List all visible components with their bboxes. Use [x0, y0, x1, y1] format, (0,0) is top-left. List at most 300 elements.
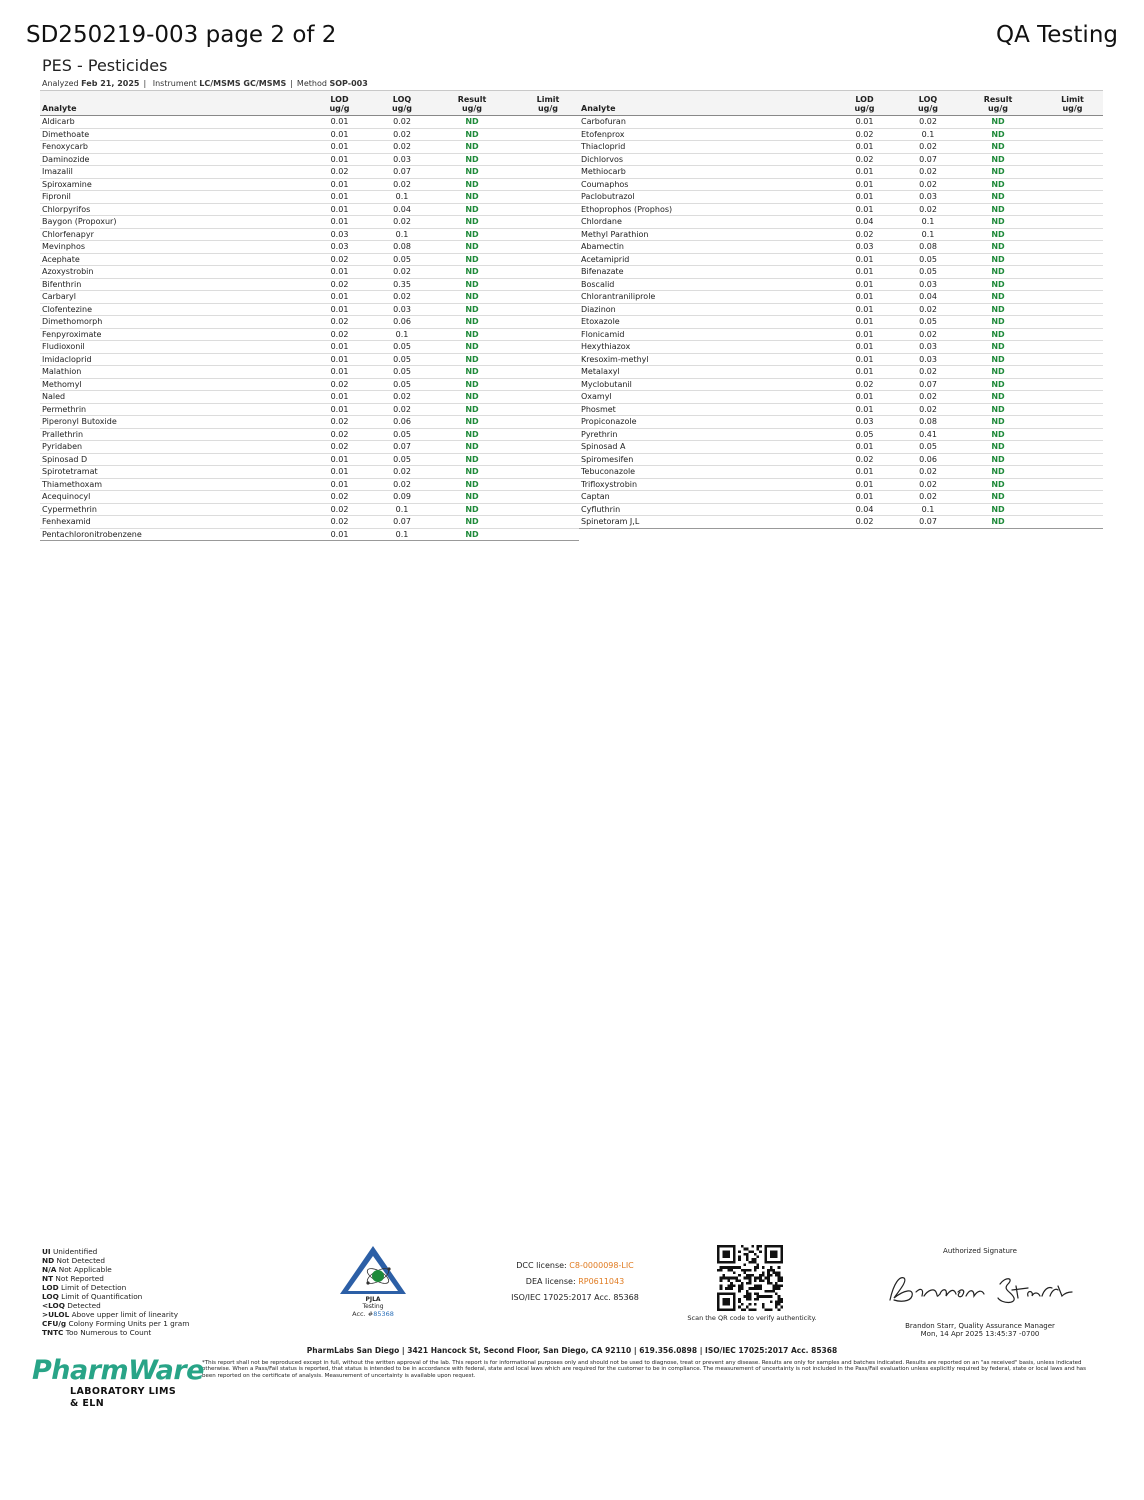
result-cell: ND: [427, 453, 517, 466]
limit-cell: [1042, 141, 1103, 154]
result-cell: ND: [427, 428, 517, 441]
col-result: Result ug/g: [954, 91, 1042, 116]
result-cell: ND: [954, 391, 1042, 404]
col-analyte: Analyte: [579, 91, 827, 116]
result-cell: ND: [954, 428, 1042, 441]
loq-cell: 0.06: [902, 453, 954, 466]
loq-cell: 0.06: [377, 416, 427, 429]
loq-cell: 0.05: [377, 366, 427, 379]
instrument-label: Instrument: [152, 79, 197, 88]
legend-abbr: LOD: [42, 1283, 59, 1292]
table-row: [579, 341, 1103, 354]
analyte-cell: Chlorfenapyr: [40, 228, 302, 241]
table-row: [579, 453, 1103, 466]
loq-cell: 0.02: [902, 166, 954, 179]
table-row: [40, 428, 579, 441]
lod-cell: 0.01: [302, 341, 377, 354]
analyte-cell: Dimethomorph: [40, 316, 302, 329]
analyte-cell: Baygon (Propoxur): [40, 216, 302, 229]
table-row: [40, 141, 579, 154]
col-limit: Limit ug/g: [1042, 91, 1103, 116]
result-cell: ND: [954, 203, 1042, 216]
analyte-cell: Methomyl: [40, 378, 302, 391]
table-row: [579, 366, 1103, 379]
col-limit: Limit ug/g: [517, 91, 579, 116]
analyte-cell: Fenpyroximate: [40, 328, 302, 341]
loq-cell: 0.02: [377, 141, 427, 154]
analyte-cell: Thiamethoxam: [40, 478, 302, 491]
result-cell: ND: [427, 366, 517, 379]
limit-cell: [517, 228, 579, 241]
table-row: [579, 391, 1103, 404]
lod-cell: 0.01: [827, 116, 902, 129]
analyte-cell: Hexythiazox: [579, 341, 827, 354]
limit-cell: [517, 416, 579, 429]
verification-qr-code-icon[interactable]: [717, 1245, 783, 1311]
result-cell: ND: [954, 303, 1042, 316]
legend-item: [42, 1256, 189, 1265]
table-row: [579, 191, 1103, 204]
result-cell: ND: [954, 178, 1042, 191]
limit-cell: [1042, 516, 1103, 529]
analyte-cell: Spiroxamine: [40, 178, 302, 191]
table-row: [40, 153, 579, 166]
pesticides-table-right: [579, 90, 1103, 529]
legend-abbr: UI: [42, 1247, 51, 1256]
result-cell: ND: [427, 491, 517, 504]
analyte-cell: Permethrin: [40, 403, 302, 416]
pjla-logo-icon: [338, 1244, 408, 1296]
result-cell: ND: [954, 291, 1042, 304]
analyte-cell: Prallethrin: [40, 428, 302, 441]
lod-cell: 0.02: [302, 516, 377, 529]
result-cell: ND: [427, 166, 517, 179]
loq-cell: 0.02: [902, 328, 954, 341]
loq-cell: 0.02: [902, 203, 954, 216]
loq-cell: 0.05: [902, 266, 954, 279]
analyte-cell: Naled: [40, 391, 302, 404]
table-row: [40, 391, 579, 404]
analyte-cell: Methiocarb: [579, 166, 827, 179]
analyte-cell: Imidacloprid: [40, 353, 302, 366]
loq-cell: 0.41: [902, 428, 954, 441]
pjla-sub: Testing: [362, 1303, 384, 1310]
analyte-cell: Methyl Parathion: [579, 228, 827, 241]
limit-cell: [517, 428, 579, 441]
analyte-cell: Carbaryl: [40, 291, 302, 304]
analyte-cell: Spiromesifen: [579, 453, 827, 466]
legend-desc: Limit of Detection: [60, 1283, 127, 1292]
table-row: [40, 503, 579, 516]
table-row: [40, 366, 579, 379]
lod-cell: 0.01: [302, 466, 377, 479]
dcc-license: DCC license: C8-0000098-LIC: [516, 1261, 634, 1270]
lod-cell: 0.02: [827, 153, 902, 166]
limit-cell: [1042, 291, 1103, 304]
logo-tagline: LABORATORY LIMS & ELN: [70, 1386, 177, 1409]
lod-cell: 0.04: [827, 503, 902, 516]
analyte-cell: Spinosad D: [40, 453, 302, 466]
qr-caption: Scan the QR code to verify authenticity.: [687, 1314, 817, 1322]
limit-cell: [517, 291, 579, 304]
lod-cell: 0.03: [302, 228, 377, 241]
analyte-cell: Kresoxim-methyl: [579, 353, 827, 366]
table-row: [40, 266, 579, 279]
lod-cell: 0.01: [302, 528, 377, 541]
loq-cell: 0.08: [902, 241, 954, 254]
loq-cell: 0.02: [902, 491, 954, 504]
limit-cell: [517, 316, 579, 329]
table-row: [579, 516, 1103, 529]
signed-date: Mon, 14 Apr 2025 13:45:37 -0700: [920, 1330, 1040, 1338]
limit-cell: [517, 503, 579, 516]
table-header-row: [579, 91, 1103, 116]
lod-cell: 0.01: [827, 353, 902, 366]
analyte-cell: Tebuconazole: [579, 466, 827, 479]
lod-cell: 0.01: [302, 453, 377, 466]
table-row: [579, 116, 1103, 129]
loq-cell: 0.02: [902, 116, 954, 129]
limit-cell: [517, 278, 579, 291]
loq-cell: 0.1: [377, 503, 427, 516]
legend-item: [42, 1310, 189, 1319]
dea-license: DEA license: RP0611043: [525, 1277, 625, 1286]
lod-cell: 0.04: [827, 216, 902, 229]
result-cell: ND: [427, 116, 517, 129]
result-cell: ND: [954, 141, 1042, 154]
lod-cell: 0.01: [827, 366, 902, 379]
lod-cell: 0.02: [302, 503, 377, 516]
analyzed-date: Feb 21, 2025: [81, 79, 140, 88]
table-row: [579, 278, 1103, 291]
table-row: [40, 453, 579, 466]
lod-cell: 0.01: [827, 466, 902, 479]
analyte-cell: Propiconazole: [579, 416, 827, 429]
lod-cell: 0.01: [827, 328, 902, 341]
loq-cell: 0.02: [902, 478, 954, 491]
limit-cell: [1042, 328, 1103, 341]
analyte-cell: Phosmet: [579, 403, 827, 416]
legend-abbr: TNTC: [42, 1328, 64, 1337]
legend-item: [42, 1274, 189, 1283]
limit-cell: [1042, 241, 1103, 254]
limit-cell: [1042, 253, 1103, 266]
analyte-cell: Clofentezine: [40, 303, 302, 316]
result-cell: ND: [427, 216, 517, 229]
table-row: [40, 216, 579, 229]
table-row: [579, 241, 1103, 254]
result-cell: ND: [427, 416, 517, 429]
analyte-cell: Trifloxystrobin: [579, 478, 827, 491]
pjla-badge: [336, 1244, 410, 1319]
table-row: [579, 428, 1103, 441]
legend-desc: Not Applicable: [58, 1265, 112, 1274]
lod-cell: 0.01: [302, 391, 377, 404]
limit-cell: [517, 166, 579, 179]
loq-cell: 0.03: [902, 191, 954, 204]
limit-cell: [1042, 166, 1103, 179]
col-analyte: Analyte: [40, 91, 302, 116]
limit-cell: [1042, 316, 1103, 329]
limit-cell: [1042, 341, 1103, 354]
result-cell: ND: [954, 478, 1042, 491]
analyte-cell: Pyridaben: [40, 441, 302, 454]
result-cell: ND: [954, 416, 1042, 429]
limit-cell: [1042, 278, 1103, 291]
table-row: [579, 353, 1103, 366]
table-row: [579, 128, 1103, 141]
result-cell: ND: [427, 203, 517, 216]
limit-cell: [1042, 403, 1103, 416]
legend-desc: Above upper limit of linearity: [71, 1310, 179, 1319]
section-meta: Analyzed Feb 21, 2025 | Instrument LC/MSMS GC/MSMS | Method SOP-003: [42, 79, 368, 88]
analyte-cell: Paclobutrazol: [579, 191, 827, 204]
loq-cell: 0.07: [902, 153, 954, 166]
handwritten-signature: [880, 1262, 1080, 1312]
limit-cell: [517, 216, 579, 229]
analyte-cell: Captan: [579, 491, 827, 504]
analyte-cell: Azoxystrobin: [40, 266, 302, 279]
result-cell: ND: [427, 303, 517, 316]
lod-cell: 0.01: [827, 478, 902, 491]
col-lod: LOD ug/g: [827, 91, 902, 116]
limit-cell: [1042, 153, 1103, 166]
limit-cell: [1042, 116, 1103, 129]
analyte-cell: Acequinocyl: [40, 491, 302, 504]
pharmware-logo: [32, 1355, 204, 1409]
loq-cell: 0.02: [902, 366, 954, 379]
analyte-cell: Oxamyl: [579, 391, 827, 404]
loq-cell: 0.1: [377, 528, 427, 541]
logo-wordmark: PharmWare: [32, 1355, 204, 1386]
table-row: [579, 316, 1103, 329]
result-cell: ND: [954, 278, 1042, 291]
lod-cell: 0.02: [827, 378, 902, 391]
report-type: QA Testing: [995, 22, 1118, 48]
result-cell: ND: [427, 228, 517, 241]
license-block: [500, 1258, 650, 1306]
lod-cell: 0.03: [827, 241, 902, 254]
limit-cell: [517, 491, 579, 504]
loq-cell: 0.02: [377, 291, 427, 304]
table-row: [579, 141, 1103, 154]
analyte-cell: Thiacloprid: [579, 141, 827, 154]
table-row: [40, 341, 579, 354]
loq-cell: 0.05: [377, 378, 427, 391]
loq-cell: 0.1: [902, 128, 954, 141]
loq-cell: 0.1: [377, 228, 427, 241]
result-cell: ND: [427, 253, 517, 266]
analyte-cell: Daminozide: [40, 153, 302, 166]
table-row: [579, 441, 1103, 454]
lod-cell: 0.01: [302, 353, 377, 366]
method-value: SOP-003: [329, 79, 368, 88]
table-row: [579, 166, 1103, 179]
limit-cell: [1042, 453, 1103, 466]
limit-cell: [1042, 228, 1103, 241]
limit-cell: [517, 516, 579, 529]
loq-cell: 0.07: [902, 516, 954, 529]
table-row: [40, 253, 579, 266]
legend-item: [42, 1283, 189, 1292]
limit-cell: [517, 441, 579, 454]
result-cell: ND: [954, 466, 1042, 479]
table-row: [40, 278, 579, 291]
result-cell: ND: [427, 353, 517, 366]
legend-abbr: <LOQ: [42, 1301, 65, 1310]
loq-cell: 0.05: [377, 341, 427, 354]
limit-cell: [517, 241, 579, 254]
legend-abbr: >ULOL: [42, 1310, 70, 1319]
analyte-cell: Bifenthrin: [40, 278, 302, 291]
table-row: [40, 191, 579, 204]
result-cell: ND: [954, 503, 1042, 516]
result-cell: ND: [427, 241, 517, 254]
limit-cell: [1042, 353, 1103, 366]
table-row: [40, 528, 579, 541]
loq-cell: 0.02: [377, 266, 427, 279]
col-lod: LOD ug/g: [302, 91, 377, 116]
table-row: [40, 441, 579, 454]
table-row: [579, 378, 1103, 391]
limit-cell: [1042, 416, 1103, 429]
result-cell: ND: [427, 341, 517, 354]
lod-cell: 0.02: [302, 328, 377, 341]
limit-cell: [1042, 216, 1103, 229]
limit-cell: [517, 141, 579, 154]
limit-cell: [1042, 378, 1103, 391]
analyte-cell: Coumaphos: [579, 178, 827, 191]
pjla-name: PJLA: [365, 1296, 381, 1303]
loq-cell: 0.05: [902, 316, 954, 329]
result-cell: ND: [427, 441, 517, 454]
analyte-cell: Flonicamid: [579, 328, 827, 341]
analyte-cell: Piperonyl Butoxide: [40, 416, 302, 429]
loq-cell: 0.05: [377, 453, 427, 466]
analyte-cell: Pyrethrin: [579, 428, 827, 441]
loq-cell: 0.03: [902, 353, 954, 366]
result-cell: ND: [954, 403, 1042, 416]
loq-cell: 0.03: [902, 341, 954, 354]
lod-cell: 0.01: [827, 278, 902, 291]
loq-cell: 0.07: [377, 516, 427, 529]
limit-cell: [517, 528, 579, 541]
limit-cell: [1042, 441, 1103, 454]
analyte-cell: Fludioxonil: [40, 341, 302, 354]
result-cell: ND: [427, 378, 517, 391]
lod-cell: 0.01: [827, 141, 902, 154]
limit-cell: [517, 328, 579, 341]
limit-cell: [517, 453, 579, 466]
loq-cell: 0.02: [377, 128, 427, 141]
loq-cell: 0.04: [902, 291, 954, 304]
analyte-cell: Myclobutanil: [579, 378, 827, 391]
lod-cell: 0.01: [302, 216, 377, 229]
table-row: [579, 491, 1103, 504]
table-row: [40, 353, 579, 366]
lod-cell: 0.05: [827, 428, 902, 441]
result-cell: ND: [954, 166, 1042, 179]
analyte-cell: Mevinphos: [40, 241, 302, 254]
table-row: [40, 403, 579, 416]
iso-accreditation: ISO/IEC 17025:2017 Acc. 85368: [511, 1293, 639, 1302]
analyte-cell: Carbofuran: [579, 116, 827, 129]
legend-abbr: CFU/g: [42, 1319, 67, 1328]
legend-desc: Colony Forming Units per 1 gram: [68, 1319, 190, 1328]
result-cell: ND: [427, 178, 517, 191]
table-row: [40, 228, 579, 241]
result-cell: ND: [954, 191, 1042, 204]
table-row: [40, 416, 579, 429]
loq-cell: 0.04: [377, 203, 427, 216]
loq-cell: 0.35: [377, 278, 427, 291]
lod-cell: 0.01: [302, 191, 377, 204]
table-row: [579, 328, 1103, 341]
table-row: [579, 203, 1103, 216]
result-cell: ND: [954, 153, 1042, 166]
lod-cell: 0.02: [302, 378, 377, 391]
table-row: [40, 291, 579, 304]
legend-item: [42, 1265, 189, 1274]
lod-cell: 0.02: [302, 253, 377, 266]
loq-cell: 0.02: [377, 116, 427, 129]
analyte-cell: Metalaxyl: [579, 366, 827, 379]
limit-cell: [1042, 503, 1103, 516]
result-cell: ND: [954, 378, 1042, 391]
analyte-cell: Spirotetramat: [40, 466, 302, 479]
result-cell: ND: [954, 516, 1042, 529]
legend-item: [42, 1292, 189, 1301]
limit-cell: [517, 178, 579, 191]
limit-cell: [1042, 128, 1103, 141]
analyte-cell: Malathion: [40, 366, 302, 379]
loq-cell: 0.1: [902, 503, 954, 516]
result-cell: ND: [427, 328, 517, 341]
loq-cell: 0.06: [377, 316, 427, 329]
legend-desc: Unidentified: [52, 1247, 98, 1256]
limit-cell: [517, 153, 579, 166]
legend-desc: Detected: [67, 1301, 101, 1310]
table-row: [579, 253, 1103, 266]
analyte-cell: Diazinon: [579, 303, 827, 316]
legend-abbr: LOQ: [42, 1292, 59, 1301]
legend-abbr: ND: [42, 1256, 55, 1265]
result-cell: ND: [954, 441, 1042, 454]
lod-cell: 0.01: [302, 303, 377, 316]
analyzed-label: Analyzed: [42, 79, 79, 88]
result-cell: ND: [427, 316, 517, 329]
loq-cell: 0.07: [377, 166, 427, 179]
limit-cell: [1042, 266, 1103, 279]
lod-cell: 0.02: [302, 416, 377, 429]
loq-cell: 0.02: [377, 478, 427, 491]
table-row: [579, 478, 1103, 491]
table-row: [579, 216, 1103, 229]
result-cell: ND: [954, 266, 1042, 279]
lod-cell: 0.01: [827, 491, 902, 504]
result-cell: ND: [954, 228, 1042, 241]
legend-desc: Too Numerous to Count: [65, 1328, 152, 1337]
table-header-row: [40, 91, 579, 116]
lod-cell: 0.01: [302, 116, 377, 129]
lod-cell: 0.01: [827, 403, 902, 416]
loq-cell: 0.1: [377, 191, 427, 204]
disclaimer: *This report shall not be reproduced except in full, without the written approval of the lab. This report is for informational purposes only and should not be used to diagnose, treat or prevent any disease. Results are only for samples and batches indicated. Results are reported on an "as received" basis, unless indicated otherwise. When a Pass/Fail status is reported, that status is intended to be in accordance with federal, state and local laws which are required for the customer to be in compliance. The measurement of uncertainty is not included in the Pass/Fail evaluation unless explicitly required by federal, state or local laws and has been reported on the certificate of analysis. Measurement of uncertainty is available upon request.: [202, 1360, 1087, 1379]
instrument-value: LC/MSMS GC/MSMS: [199, 79, 287, 88]
analyte-cell: Abamectin: [579, 241, 827, 254]
limit-cell: [517, 191, 579, 204]
limit-cell: [517, 253, 579, 266]
